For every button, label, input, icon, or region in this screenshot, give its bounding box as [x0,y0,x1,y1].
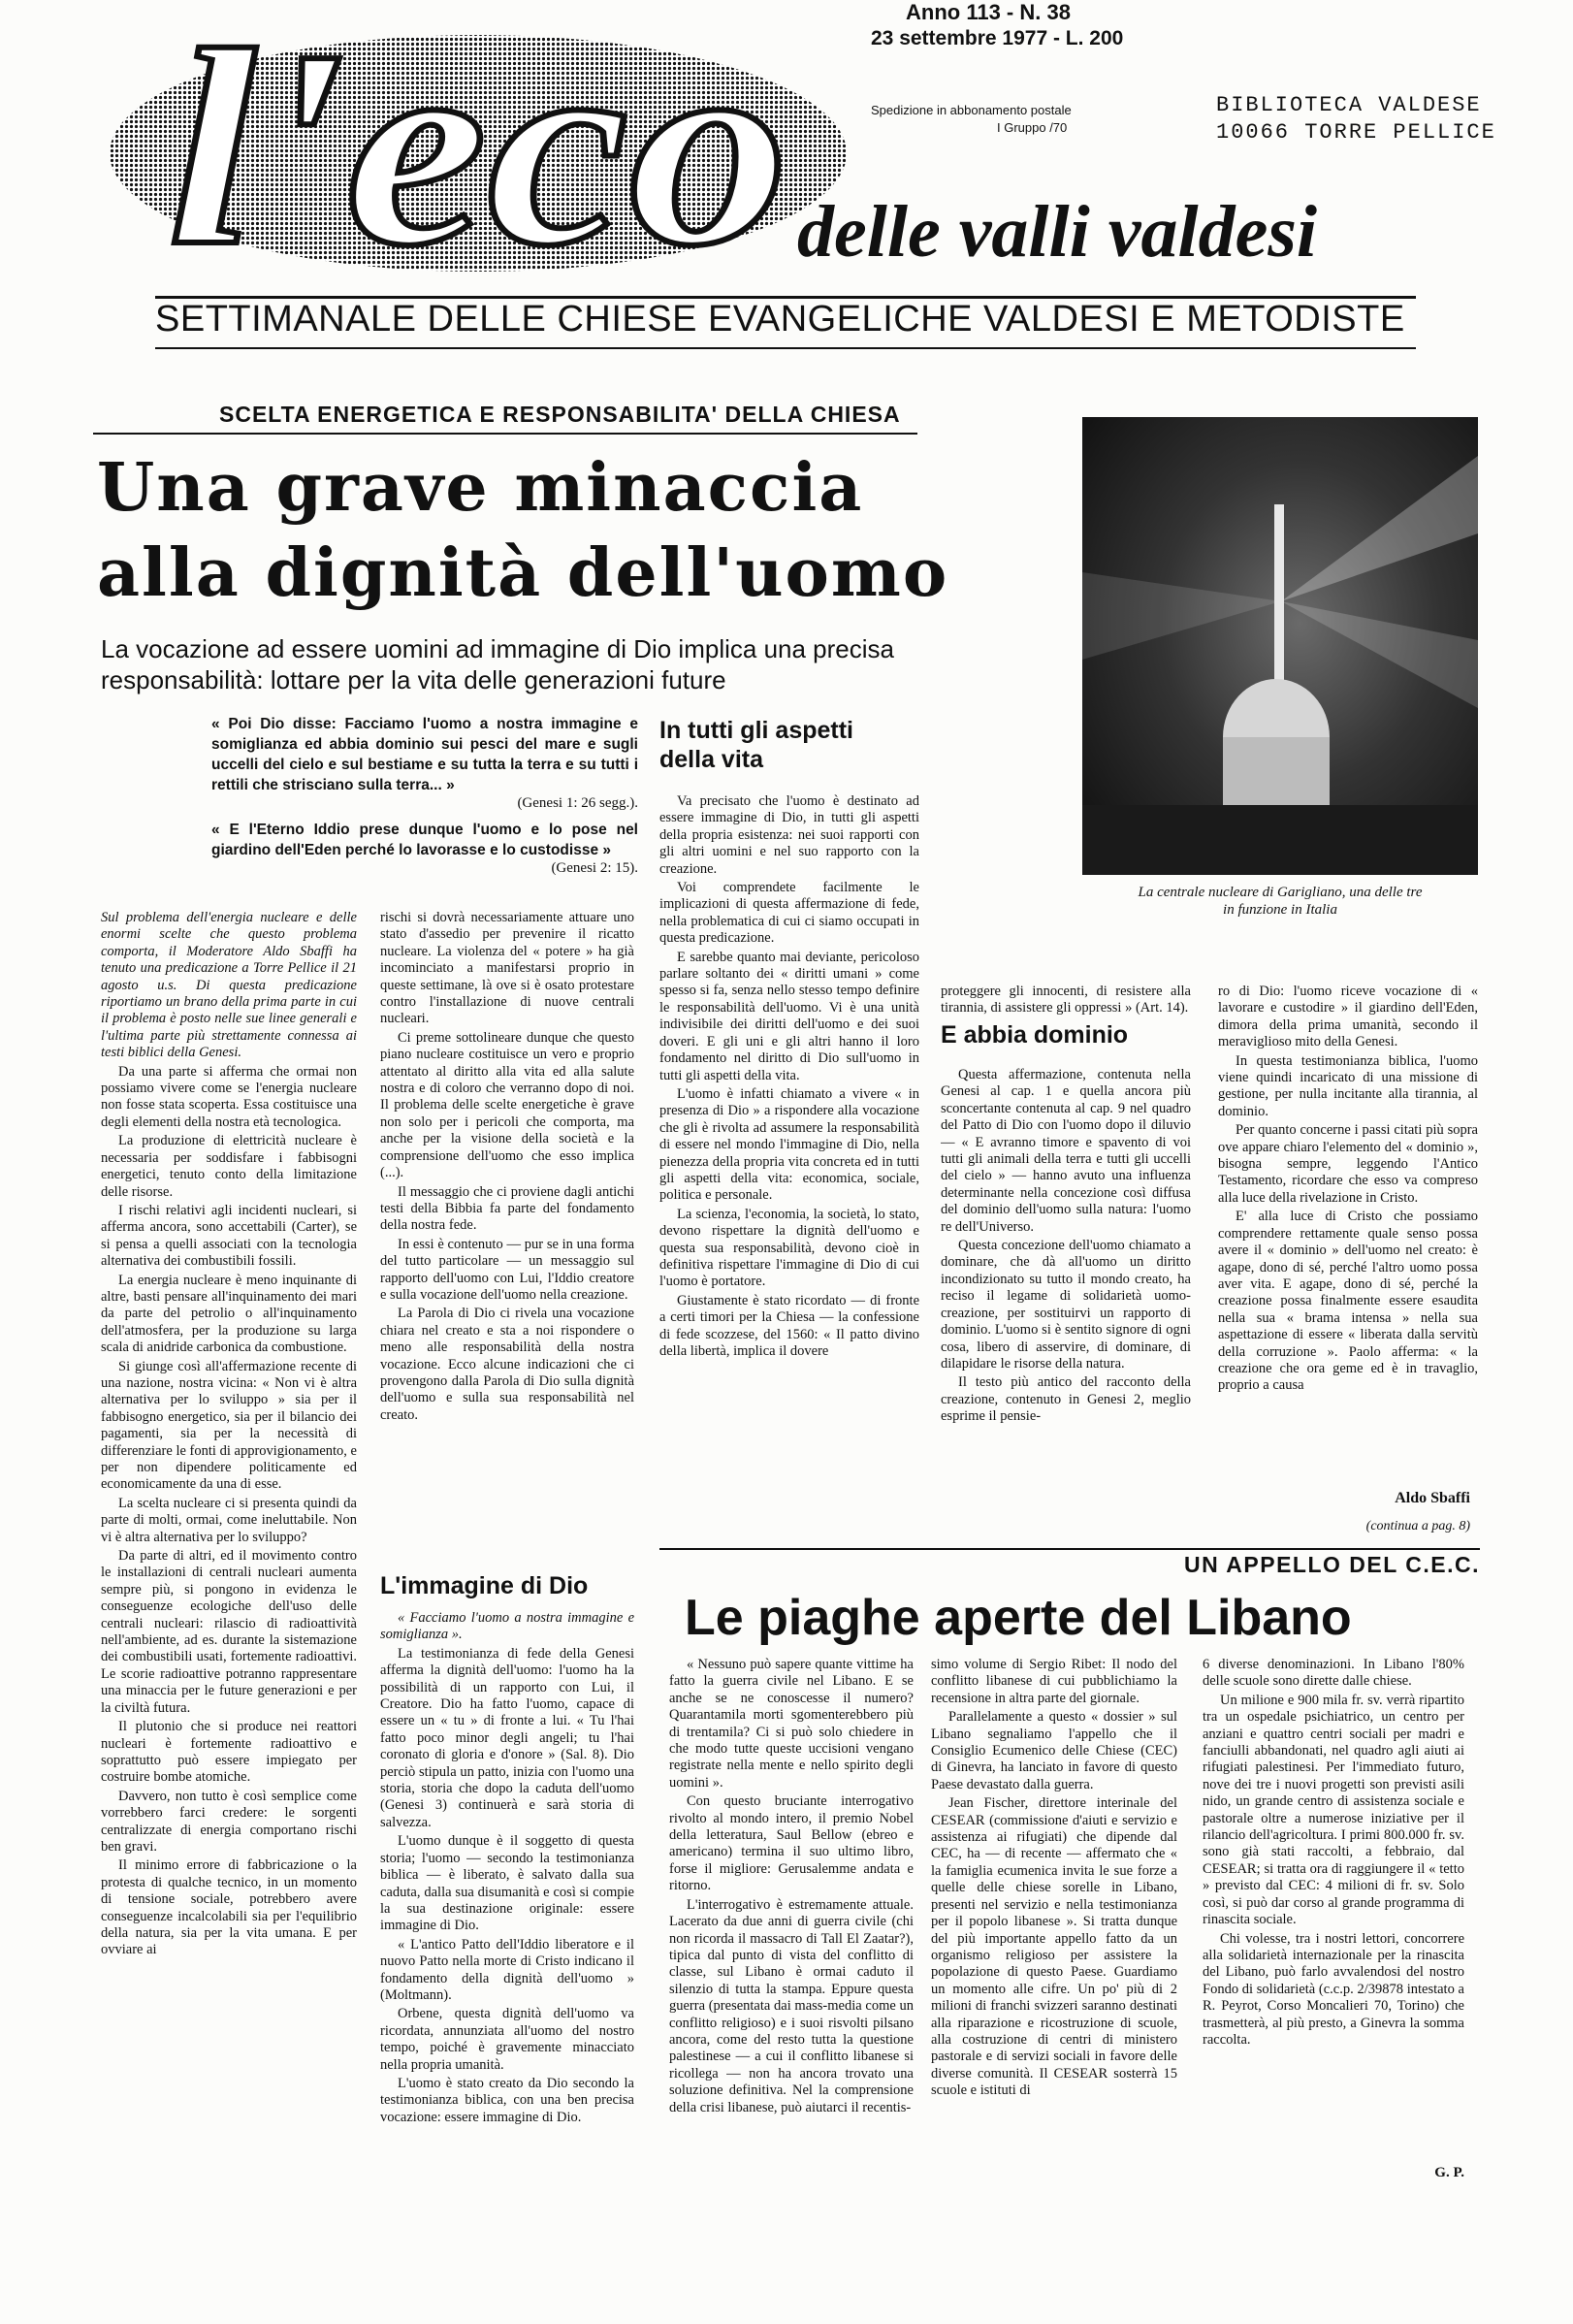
tagline: SETTIMANALE DELLE CHIESE EVANGELICHE VALDESI E METODISTE [155,299,1405,339]
epigraph-source-2: (Genesi 2: 15). [551,860,638,876]
library-stamp-line-2: 10066 TORRE PELLICE [1216,120,1496,145]
body-paragraph: L'uomo è infatti chiamato a vivere « in presenza di Dio » a rispondere alla vocazione che gli è rivolta ad assumere la responsabilità di essere nel mondo l'immagine di Dio, nella pienezza della propria vita concreta ed in tutti gli aspetti della vita: economica, sociale, politica e personale. [659,1085,919,1204]
body-paragraph: Voi comprendete facilmente le implicazioni di questa affermazione di fede, nella problematica di cui ci siamo occupati in questa predicazione. [659,880,919,947]
masthead-subtitle: delle valli valdesi [797,191,1318,273]
article1-column-5 [1218,984,1478,1476]
intro-paragraph: Sul problema dell'energia nucleare e delle enormi scelte che questo problema comporta, il Moderatore Aldo Sbaffi ha tenuto una predicazione a Torre Pellice il 21 agosto u.s. Di questa predicazione riportiamo un brano della prima parte in cui il problema è posto nelle sue linee generali e l'ultima parte più strettamente connessa ai testi biblici della Genesi. [101,910,357,1061]
article1-deck-line-2: responsabilità: lottare per la vita delle generazioni future [101,665,726,694]
epigraph-quote-2: « E l'Eterno Iddio prese dunque l'uomo e lo pose nel giardino dell'Eden perché lo lavorasse e lo custodisse » [211,822,638,858]
article2-initials: G. P. [1434,2165,1464,2180]
body-paragraph: Ci preme sottolineare dunque che questo piano nucleare costituisce un vero e proprio attentato al diritto alla vita ed alla salute nostra e di coloro che verranno dopo di noi. Il problema delle scelte energetiche è grave non solo per i pericoli che comporta, ma anche per la visione della società e la comprensione dell'uomo che esso implica (...). [380,1029,634,1181]
continued-note: (continua a pag. 8) [1365,1519,1470,1533]
body-paragraph: Davvero, non tutto è così semplice come vorrebbero farci credere: le sorgenti centralizzate di energia comportano rischi ben gravi. [101,1788,357,1855]
body-paragraph: In essi è contenuto — pur se in una forma del tutto particolare — un messaggio sul rapporto dell'uomo con Lui, l'Iddio creatore e sulla vocazione dell'uomo nella creazione. [380,1236,634,1303]
body-paragraph: E' alla luce di Cristo che possiamo comprendere rettamente quale senso possa avere il « dominio » dell'uomo nel creato: è agape, dono di sé, perché l'altro uomo possa aver vita. E agape, dono di sé, perché la creazione possa finalmente essere esaudita nella sua « brama intensa » nella sua aspettazione di essere « liberata dalla servitù della corruzione ». Paolo afferma: « la creazione che ora geme ed è in travaglio, proprio a causa [1218,1209,1478,1394]
body-paragraph: « Nessuno può sapere quante vittime ha fatto la guerra civile nel Libano. E se anche se ne conoscesse il numero? Quarantamila morti sgomenterebbero più di trentamila? Ci si può solo chiedere in che modo tutte queste uccisioni vengano registrate nella mente e nello spirito degli uomini ». [669,1657,914,1791]
logo [95,27,853,281]
body-paragraph: Chi volesse, tra i nostri lettori, concorrere alla solidarietà internazionale per la rinascita del Libano, può farlo avvalendosi del nostro Fondo di solidarietà (c.c.p. 2/39878 intestato a R. Peyrot, Corso Moncalieri 70, Torino) che trasmetterà, al più presto, a Ginevra la somma raccolta. [1203,1930,1464,2048]
body-paragraph: Va precisato che l'uomo è destinato ad essere immagine di Dio, in tutti gli aspetti della propria esistenza: nei suoi rapporti con gli altri uomini e nel suo rapporto con la creazione. [659,793,919,877]
body-paragraph: Il messaggio che ci proviene dagli antichi testi della Bibbia fa parte del fondamento della nostra fede. [380,1183,634,1234]
author-signature: Aldo Sbaffi [1395,1490,1470,1506]
body-paragraph: Jean Fischer, direttore interinale del CESEAR (commissione d'aiuti e servizio e assistenza ai rifugiati) che dipende dal CEC, ha — di recente — affermato che « la famiglia ecumenica invita le sue forze a quelle delle chiese sorelle in Libano, presenti nel servizio e nella testimonianza per il popolo libanese ». Si tratta dunque del più importante appello fatto da un organismo religioso per assistere la popolazione di questo Paese. Guardiamo un momento alle cifre. Un po' più di 2 milioni di franchi svizzeri saranno destinati alla riparazione e ricostruzione di scuole, alla costruzione di centri di ministero pastorale e di servizi sociali in favore delle diverse comunità. Il CESEAR sosterrà 15 scuole e istituti di [931,1795,1177,2099]
body-paragraph: Questa affermazione, contenuta nella Genesi al cap. 1 e quella ancora più sconcertante contenuta al cap. 9 nel quadro del Patto di Dio con l'uomo dopo il diluvio — « E avranno timore e spavento di voi tutti gli animali della terra e tutti gli uccelli del cielo » — hanno avuto una influenza determinante nella concezione così diffusa del dominio dell'uomo sulla natura: l'uomo re dell'Universo. [941,1067,1191,1235]
issue-line: Anno 113 - N. 38 [906,0,1071,24]
tagline-rule-bottom [155,347,1416,349]
article2-headline: Le piaghe aperte del Libano [685,1590,1352,1646]
article1-column-4b [941,1067,1191,1562]
body-paragraph: La testimonianza di fede della Genesi afferma la dignità dell'uomo: l'uomo ha la possibilità di un rapporto con Lui, il Creatore. Dio ha fatto l'uomo, capace di essere un « tu » di fronte a lui. « Tu l'hai fatto poco minor degli angeli; tu l'hai coronato di gloria e d'onore » (Sal. 8). Dio perciò stipula un patto, inizia con l'uomo una storia, storia che dopo la caduta dell'uomo (Genesi 3) continuerà e sarà storia di salvezza. [380,1645,634,1830]
article1-column-1 [101,910,357,2202]
body-paragraph: Giustamente è stato ricordato — di fronte a certi timori per la Chiesa — la confessione di fede scozzese, del 1560: « Il patto divino della libertà, implica il dovere [659,1292,919,1359]
body-paragraph: Si giunge così all'affermazione recente di una nazione, nostra vicina: « Non vi è altra alternativa per lo sviluppo » sia per il fabbisogno energetico, sia per il bilancio dei pagamenti, sia per la necessità di differenziare le fonti di approvigionamento, e per non dipendere politicamente ed economicamente da una di esse. [101,1358,357,1493]
article1-column-2b [380,1610,634,2202]
article1-kicker: SCELTA ENERGETICA E RESPONSABILITA' DELLA CHIESA [219,402,901,427]
body-paragraph: Da parte di altri, ed il movimento contro le installazioni di centrali nucleari aumenta sempre più, si pongono in evidenza le conseguenze ecologiche dell'uso delle centrali nucleari: rilascio di radioattività nell'ambiente, ad es. durante la sistemazione dei combustibili usati, fortemente radioattivi. Le scorie radioattive potranno rappresentare una minaccia per le future generazioni e per la civiltà futura. [101,1548,357,1716]
postal-note-2: I Gruppo /70 [997,120,1068,135]
body-paragraph: La Parola di Dio ci rivela una vocazione chiara nel creato e sta a noi rispondere o meno alle responsabilità della nostra vocazione. Ecco alcune indicazioni che ci provengono dalla Parola di Dio sulla dignità dell'uomo e sulla sua responsabilità nel creato. [380,1306,634,1423]
body-paragraph: simo volume di Sergio Ribet: Il nodo del conflitto libanese di cui pubblichiamo la recensione in altra parte del giornale. [931,1657,1177,1706]
photo-caption-line-2: in funzione in Italia [1223,902,1337,918]
article2-column-3 [1203,1657,1464,2161]
body-paragraph: Un milione e 900 mila fr. sv. verrà ripartito tra un ospedale psichiatrico, un centro per anziani e quattro centri sociali per madri e fanciulli abbandonati, nel quadro agli aiuti ai rifugiati palestinesi. Per l'immediato futuro, nove dei tre i nuovi progetti son previsti asili nido, un grande centro di assistenza sociale e pastorale oltre a numerose iniziative per il rilancio dell'agricoltura. I primi 800.000 fr. sv. sono già stati raccolti, a febbraio, dal CESEAR; si tratta ora di raggiungere il « tetto » previsto dal CEC: 4 milioni di fr. sv. Solo così, si può dar corso al grande programma di rinascita sociale. [1203,1692,1464,1928]
body-paragraph: Il plutonio che si produce nei reattori nucleari è fortemente radioattivo e soprattutto può essere impiegato per costruire bombe atomiche. [101,1719,357,1786]
body-paragraph: La energia nucleare è meno inquinante di altre, basti pensare all'inquinamento dei mari da parte del petrolio o all'inquinamento dell'atmosfera, per la produzione su larga scala di anidride carbonica da combustione. [101,1272,357,1356]
photo-caption-line-1: La centrale nucleare di Garigliano, una delle tre [1138,885,1423,900]
body-paragraph: L'uomo è stato creato da Dio secondo la testimonianza biblica, con una ben precisa vocazione: essere immagine di Dio. [380,2075,634,2125]
body-paragraph: L'uomo dunque è il soggetto di questa storia; l'uomo — secondo la testimonianza biblica — è liberato, è salvato dalla sua caduta, dalla sua disumanità e così si compie la sua destinazione originale: essere immagine di Dio. [380,1833,634,1934]
article2-rule [659,1548,1480,1550]
article1-column-2a [380,910,634,1531]
article1-headline-line-1: Una grave minaccia [97,449,864,527]
article1-deck-line-1: La vocazione ad essere uomini ad immagine di Dio implica una precisa [101,634,894,663]
library-stamp-line-1: BIBLIOTECA VALDESE [1216,93,1482,117]
subhead-in-tutti-gli-aspetti: In tutti gli aspetti della vita [659,717,853,773]
body-paragraph: Questa concezione dell'uomo chiamato a dominare, che dà all'uomo un diritto incondizionato su tutto il mondo creato, ha reciso il legame di solidarietà uomo-creazione, per sostituirvi un rapporto di dominio. L'uomo si è sentito signore di ogni cosa, libero di asservire, di dominare, di dilapidare le risorse della natura. [941,1238,1191,1372]
photo-illustration [1082,417,1478,875]
body-paragraph: Parallelamente a questo « dossier » sul Libano segnaliamo l'appello che il Consiglio Ecumenico delle Chiese (CEC) di Ginevra, ha lanciato in favore di questo Paese devastato dalla guerra. [931,1709,1177,1792]
body-paragraph: « L'antico Patto dell'Iddio liberatore e il nuovo Patto nella morte di Cristo indicano il fondamento della dignità dell'uomo » (Moltmann). [380,1936,634,2003]
body-paragraph: rischi si dovrà necessariamente attuare uno stato d'assedio per prevenire il ricatto nucleare. La violenza del « potere » ha già incominciato a manifestarsi proprio in queste settimane, là ove si è osato protestare contro l'installazione di nuove centrali nucleari. [380,910,634,1027]
article1-epigraph [211,714,638,885]
body-paragraph: Per quanto concerne i passi citati più sopra ove appare chiaro l'elemento del « dominio », bisogna sempre, leggendo l'Antico Testamento, ricordare che esso va compreso alla luce della rivelazione in Cristo. [1218,1122,1478,1206]
body-paragraph: La scelta nucleare ci si presenta quindi da parte di molti, ormai, come ineluttabile. Non vi è altra alternativa per lo sviluppo? [101,1495,357,1545]
postal-note-1: Spedizione in abbonamento postale [871,103,1072,117]
body-paragraph: Il testo più antico del racconto della creazione, contenuto in Genesi 2, meglio esprime il pensie- [941,1374,1191,1425]
epigraph-source-1: (Genesi 1: 26 segg.). [517,795,638,811]
body-paragraph: In questa testimonianza biblica, l'uomo viene quindi incaricato di una missione di gestione, per nulla incitante alla tirannia, al dominio. [1218,1052,1478,1119]
body-paragraph: Da una parte si afferma che ormai non possiamo vivere come se l'energia nucleare non fosse stata scoperta. Essa costituisce una degli elementi della nostra età tecnologica. [101,1063,357,1130]
kicker-rule [93,433,917,435]
article2-column-1 [669,1657,914,2202]
body-paragraph: ro di Dio: l'uomo riceve vocazione di « lavorare e custodire » il giardino dell'Eden, dimora della prima umanità, secondo il meraviglioso mito della Genesi. [1218,984,1478,1050]
body-paragraph: « Facciamo l'uomo a nostra immagine e somiglianza ». [380,1610,634,1643]
body-paragraph: proteggere gli innocenti, di resistere alla tirannia, di assistere gli oppressi » (Art. 14). [941,984,1191,1017]
body-paragraph: E sarebbe quanto mai deviante, pericoloso parlare soltanto dei « diritti umani » come spesso si fa, senza nello stesso tempo definire le responsabilità dell'uomo. Vi è una unità indivisibile dei diritti dell'uomo e dei suoi doveri. E gli uni e gli altri hanno il loro fondamento nel diritto di Dio sull'uomo in tutti gli aspetti della vita. [659,949,919,1083]
body-paragraph: Con questo bruciante interrogativo rivolto al mondo intero, il premio Nobel della letteratura, Saul Bellow (ebreo e americano) termina il suo ultimo libro, forse il migliore: Gerusalemme andata e ritorno. [669,1793,914,1894]
article2-column-2 [931,1657,1177,2202]
body-paragraph: Orbene, questa dignità dell'uomo va ricordata, annunziata all'uomo del nostro tempo, poiché è gravemente minacciato nella propria umanità. [380,2006,634,2073]
article2-kicker: UN APPELLO DEL C.E.C. [1184,1552,1480,1577]
svg-text:l'eco: l'eco [168,27,788,281]
body-paragraph: I rischi relativi agli incidenti nucleari, si afferma ancora, sono accettabili (Carter), se si pensa a quelli associati con la tecnologia alternativa dei combustibili fossili. [101,1202,357,1270]
body-paragraph: La produzione di elettricità nucleare è necessaria per soddisfare i fabbisogni energetici, tenuto conto della limitazione delle risorse. [101,1133,357,1200]
nuclear-plant-photo [1082,417,1478,875]
body-paragraph: 6 diverse denominazioni. In Libano l'80% delle scuole sono dirette dalle chiese. [1203,1657,1464,1690]
subhead-e-abbia-dominio: E abbia dominio [941,1021,1129,1049]
article1-column-3 [659,793,919,1562]
epigraph-quote-1: « Poi Dio disse: Facciamo l'uomo a nostra immagine e somiglianza ed abbia dominio sui pesci del mare e sugli uccelli del cielo e sul bestiame e su tutta la terra e su tutti i rettili che strisciano sulla terra... » [211,716,638,793]
subhead-immagine-di-dio: L'immagine di Dio [380,1572,589,1599]
article1-headline-line-2: alla dignità dell'uomo [97,534,949,612]
logo-graphic [95,27,853,281]
body-paragraph: L'interrogativo è estremamente attuale. Lacerato da due anni di guerra civile (chi non ricorda il massacro di Tall El Zaatar?), tipica dal punto di vista del conflitto di classe, sul Libano è ormai caduto il silenzio di tutta la stampa. Eppure questa guerra (presentata dai mass-media come un conflitto religioso) e i suoi risvolti pilsano ancora, come del resto tutta la questione palestinese — a cui il conflitto libanese si ricollega — non ha ancora trovato una soluzione definitiva. Nel la comprensione della crisi libanese, può aiutarci il recentis- [669,1896,914,2115]
body-paragraph: La scienza, l'economia, la società, lo stato, devono rispettare la dignità dell'uomo e questa sua responsabilità, devono cioè in definitiva rispettare l'immagine di Dio di cui l'uomo è portatore. [659,1206,919,1290]
date-price: 23 settembre 1977 - L. 200 [871,27,1124,49]
body-paragraph: Il minimo errore di fabbricazione o la protesta di qualche tecnico, in un momento di tensione sociale, potrebbero avere conseguenze incalcolabili sia per l'equilibrio della natura, sia per la vita umana. E per ovviare ai [101,1857,357,1958]
